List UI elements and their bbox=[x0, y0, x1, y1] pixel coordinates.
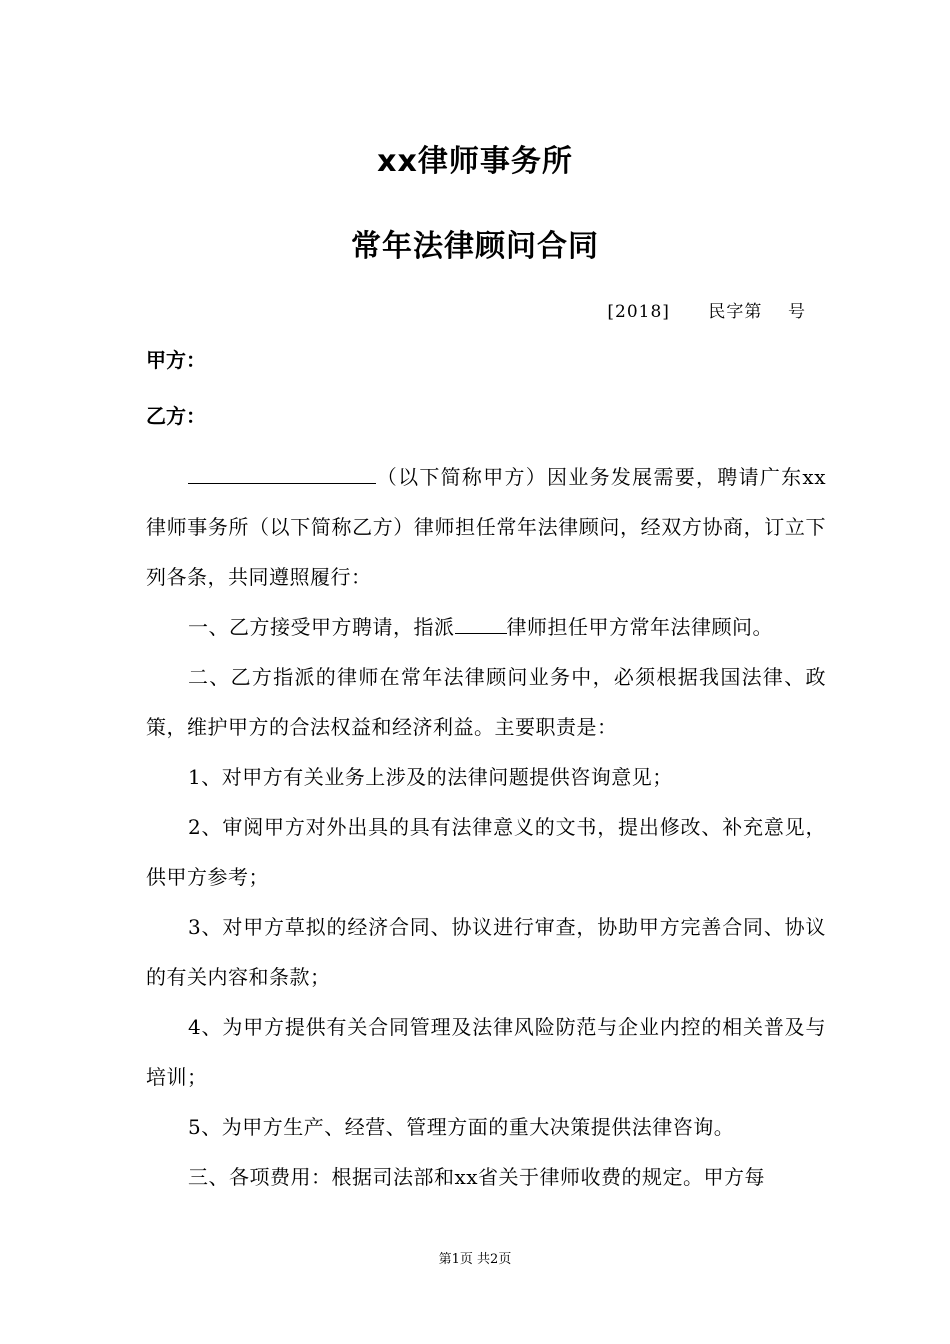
lawyer-name-blank bbox=[455, 611, 507, 634]
intro-paragraph bbox=[146, 452, 826, 602]
clause-3: 三、各项费用：根据司法部和xx省关于律师收费的规定。甲方每 bbox=[188, 1165, 766, 1189]
duty-item-3: 3、对甲方草拟的经济合同、协议进行审查，协助甲方完善合同、协议的有关内容和条款； bbox=[146, 915, 826, 989]
contract-body bbox=[146, 452, 826, 1202]
party-a-name-blank bbox=[188, 461, 376, 484]
document-number bbox=[607, 297, 806, 322]
duty-item-4: 4、为甲方提供有关合同管理及法律风险防范与企业内控的相关普及与培训； bbox=[146, 1015, 826, 1089]
clause-2: 二、乙方指派的律师在常年法律顾问业务中，必须根据我国法律、政策，维护甲方的合法权益和经济利益。主要职责是： bbox=[146, 665, 826, 739]
party-b-label: 乙方： bbox=[146, 404, 206, 428]
duty-item-5: 5、为甲方生产、经营、管理方面的重大决策提供法律咨询。 bbox=[188, 1115, 735, 1139]
clause-1-before: 一、乙方接受甲方聘请，指派 bbox=[188, 615, 455, 639]
clause-1-after: 律师担任甲方常年法律顾问。 bbox=[506, 615, 773, 639]
doc-year: [2018] bbox=[607, 302, 670, 322]
duty-item-1: 1、对甲方有关业务上涉及的法律问题提供咨询意见； bbox=[188, 765, 673, 789]
page-footer: 第1页 共2页 bbox=[438, 1252, 512, 1267]
doc-type: 民字第 bbox=[708, 302, 763, 322]
doc-number-suffix: 号 bbox=[788, 302, 806, 322]
party-a-label: 甲方： bbox=[146, 348, 206, 372]
firm-title: xx律师事务所 bbox=[377, 144, 573, 179]
clause-1 bbox=[146, 602, 826, 652]
duty-item-2: 2、审阅甲方对外出具的具有法律意义的文书，提出修改、补充意见，供甲方参考； bbox=[146, 815, 826, 889]
contract-title: 常年法律顾问合同 bbox=[351, 229, 599, 264]
intro-text: （以下简称甲方）因业务发展需要，聘请广东xx律师事务所（以下简称乙方）律师担任常年法律顾问，经双方协商，订立下列各条，共同遵照履行： bbox=[146, 465, 826, 589]
